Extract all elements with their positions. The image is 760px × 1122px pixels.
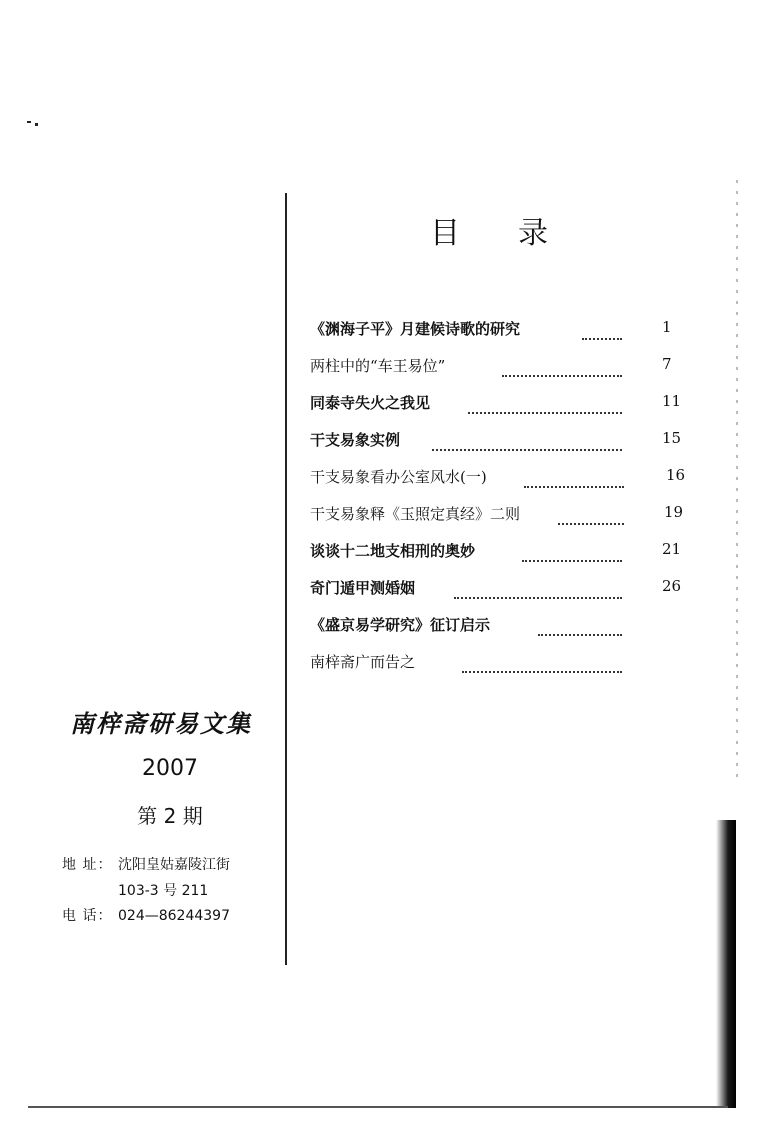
- toc-entry-title: 同泰寺失火之我见: [310, 394, 431, 412]
- toc-entry-title: 干支易象看办公室风水(一): [310, 468, 487, 486]
- toc-heading-char-2: 录: [518, 216, 548, 251]
- toc-leader-dots: [468, 392, 622, 414]
- toc-entry-page: 21: [662, 540, 682, 558]
- toc-entry[interactable]: [310, 392, 690, 418]
- toc-entry-page: 26: [662, 577, 682, 595]
- address-line-2: 103-3 号 211: [118, 883, 209, 899]
- scan-edge-noise: [736, 180, 738, 780]
- phone-label: 电 话：: [62, 908, 113, 924]
- scan-bottom-line: [28, 1106, 728, 1108]
- toc-heading: [430, 208, 548, 252]
- toc-heading-char-1: 目: [430, 216, 460, 251]
- toc-entry-title: 干支易象释《玉照定真经》二则: [310, 505, 521, 523]
- toc-entry-page: 1: [662, 318, 672, 336]
- address-line-1: [62, 854, 230, 874]
- toc-entry-page: 19: [664, 503, 684, 521]
- toc-entry[interactable]: [310, 540, 690, 566]
- toc-leader-dots: [432, 429, 622, 451]
- toc-entry-page: 15: [662, 429, 682, 447]
- toc-entry-title: 谈谈十二地支相刑的奥妙: [310, 542, 476, 560]
- toc-entry[interactable]: [310, 429, 690, 455]
- toc-leader-dots: [462, 651, 622, 673]
- collection-title: 南梓斋研易文集: [70, 709, 252, 738]
- toc-entry-title: 《盛京易学研究》征订启示: [310, 616, 491, 634]
- toc-leader-dots: [502, 355, 622, 377]
- toc-entry[interactable]: [310, 577, 690, 603]
- toc-leader-dots: [524, 466, 624, 488]
- scan-speck: [27, 121, 31, 123]
- scan-edge-shadow: [716, 820, 736, 1108]
- toc-entry-title: 干支易象实例: [310, 431, 401, 449]
- phone-value: 024—86244397: [118, 908, 230, 924]
- issue-number: 第 2 期: [137, 804, 203, 828]
- publication-year: 2007: [142, 756, 198, 781]
- toc-leader-dots: [582, 318, 622, 340]
- toc-entry-page: 7: [662, 355, 672, 373]
- toc-leader-dots: [558, 503, 624, 525]
- toc-leader-dots: [538, 614, 622, 636]
- toc-entry[interactable]: [310, 318, 690, 344]
- toc-entry[interactable]: [310, 355, 690, 381]
- column-divider: [285, 193, 287, 965]
- toc-entry-title: 南梓斋广而告之: [310, 653, 416, 671]
- address-label: 地 址：: [62, 857, 113, 873]
- scan-speck: [35, 123, 38, 126]
- toc-entry-title: 《渊海子平》月建候诗歌的研究: [310, 320, 521, 338]
- toc-entry[interactable]: [310, 651, 690, 677]
- toc-entry[interactable]: [310, 614, 690, 640]
- toc-entry-page: 16: [666, 466, 686, 484]
- address-value-1: 沈阳皇姑嘉陵江街: [118, 857, 230, 873]
- toc-entry[interactable]: [310, 503, 690, 529]
- toc-entry-title: 两柱中的“车王易位”: [310, 357, 446, 375]
- toc-leader-dots: [454, 577, 622, 599]
- phone-line: [62, 905, 230, 925]
- toc-entry[interactable]: [310, 466, 690, 492]
- toc-entry-title: 奇门遁甲测婚姻: [310, 579, 416, 597]
- toc-leader-dots: [522, 540, 622, 562]
- toc-entry-page: 11: [662, 392, 682, 410]
